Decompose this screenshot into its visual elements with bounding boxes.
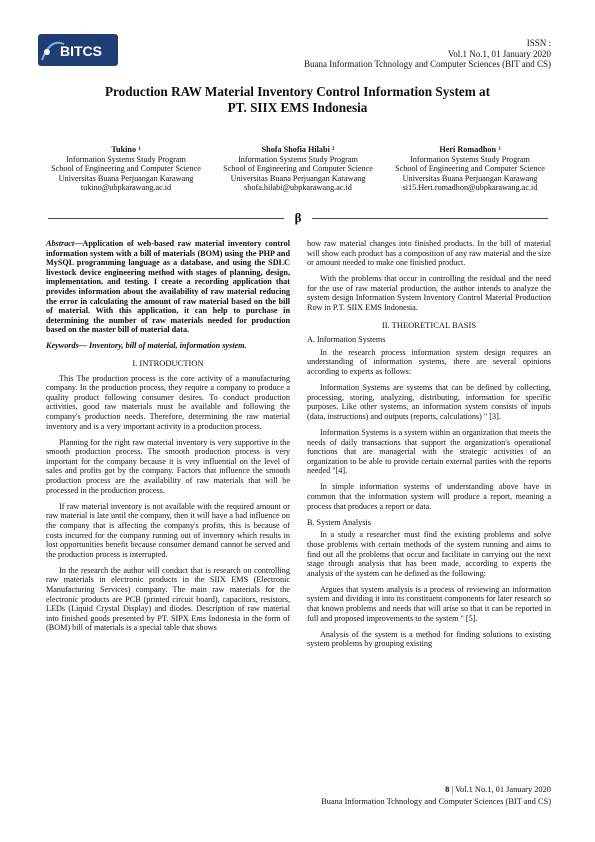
author-block-3 (380, 145, 560, 193)
author-email[interactable]: si15.Heri.romadhon@ubpkarawang.ac.id (402, 183, 538, 193)
footer-page-info (445, 784, 551, 795)
author-dept: Information Systems Study Program (238, 154, 358, 164)
footer-publisher: Buana Information Tchnology and Computer Sciences (BIT and CS) (321, 797, 551, 806)
subsection-information-systems-heading: A. Information Systems (307, 335, 386, 345)
abstract (46, 239, 290, 335)
beta-divider-icon: β (294, 210, 302, 225)
header-publisher: Buana Information Tchnology and Computer Sciences (BIT and CS) (304, 59, 551, 69)
author-univ: Universitas Buana Perjuangan Karawang (58, 173, 194, 183)
abstract-label: Abstract (46, 239, 75, 248)
paragraph: In simple information systems of understanding above have in common that the information system will produce a report, meaning a process that produces a report or data. (307, 482, 551, 511)
author-univ: Universitas Buana Perjuangan Karawang (230, 173, 366, 183)
paragraph: Argues that system analysis is a process of reviewing an information system and dividing it into its constituent components for later research so that known problems and needs that will arise so that it can be reported in full and proposed improvements to the system " [5]. (307, 584, 551, 623)
abstract-text: —Application of web-based raw material inventory control information system with a bill of materials (BOM) using the PHP and MySQL programming language as a database, and using the SDLC livestock device engineering method with stages of planning, design, implementation, and testing. I create a recording application that provides information about the availability of raw material reducing the error in calculating the amount of raw material based on the bill of material. With this application, it can help to purchase in determining the number of raw materials needed for production based on the master bill of material data. (46, 239, 290, 335)
paragraph: In the research process information system design requires an understanding of information systems, there are several opinions according to experts as follows: (307, 347, 551, 377)
title-line-2: PT. SIIX EMS Indonesia (227, 100, 368, 115)
bitcs-logo-icon (38, 34, 118, 66)
paragraph: In a study a researcher must find the existing problems and solve those problems with certain methods of the system running and aims to find out all the problems that occur and facilitate in carrying out the next stage through analysis that has been made, according to experts the analysis of the system can be defined as the following: (307, 530, 551, 578)
divider-right (312, 218, 548, 219)
author-school: School of Engineering and Computer Science (223, 164, 373, 174)
keywords: Keywords— Inventory, bill of material, information system. (46, 341, 247, 351)
author-dept: Information Systems Study Program (410, 154, 530, 164)
paragraph: This The production process is the core activity of a manufacturing company. In the production process, they require a company to produce a quality product following consumer desires. To conduct production activities, good raw materials must be available and following the company's production needs. Therefore, determining the raw material inventory and is a very important activity in a production process. (46, 373, 290, 431)
logo-text: BITCS (60, 43, 102, 59)
author-name: Heri Romadhon $^3$ (439, 145, 501, 154)
author-block-1 (36, 145, 216, 193)
paragraph: In the research the author will conduct that is research on controlling raw materials in electronic products in the SIIX EMS (Electronic Manufacturing Services) company. The main raw materials for the electronic products are PCB (printed circuit board), capacitors, resistors, LEDs (Liquid Crystal Display) and diodes. Description of raw material into finished goods presented by PT. SIPX Ems Indonesia in the form of (BOM) bill of materials is a special table that shows (46, 565, 290, 633)
author-school: School of Engineering and Computer Science (51, 164, 201, 174)
author-dept: Information Systems Study Program (66, 154, 186, 164)
paragraph: Information Systems is a system within an organization that meets the needs of daily transactions that support the organization's operational functions that are managerial with the strategic activities of an organization to be able to provide certain external parties with the reports needed "[4]. (307, 428, 551, 476)
author-univ: Universitas Buana Perjuangan Karawang (402, 173, 538, 183)
paragraph: Planning for the right raw material inventory is very supportive in the smooth production process. The smooth production process is very important for the company because it is very influential on the level of sales and profits got by the company. Factors that influence the smooth production process are the availability of raw materials that will be processed in the production process. (46, 437, 290, 495)
title-line-1: Production RAW Material Inventory Control Information System at (105, 84, 490, 99)
header-volume: Vol.1 No.1, 01 January 2020 (447, 49, 551, 59)
section-theoretical-basis-heading: II. THEORETICAL BASIS (381, 319, 477, 330)
author-name: Tukino $^1$ (111, 145, 141, 154)
left-column (46, 239, 290, 639)
journal-logo (38, 34, 118, 66)
paragraph: If raw material inventory is not available with the required amount or raw material is late until the company, then it will have a bad influence on the company that is affecting the company's profits, this is because of costs incurred for the company running out of inventory which results in lost opportunities benefit because consumer demand cannot be served and the production process is interrupted. (46, 501, 290, 559)
paragraph: how raw material changes into finished products. In the bill of material will show each product has a composition of any raw material and the size or amount needed to make one finished product. (307, 239, 551, 268)
author-block-2 (208, 145, 388, 193)
author-email[interactable]: shofa.hilabi@ubpkarawang.ac.id (244, 183, 352, 193)
page-number: 8 (445, 785, 450, 794)
section-introduction-heading: I. INTRODUCTION (132, 358, 204, 369)
paragraph: Analysis of the system is a method for finding solutions to existing system problems by grouping existing (307, 629, 551, 649)
issn-label: ISSN : (526, 38, 551, 48)
author-school: School of Engineering and Computer Science (395, 164, 545, 174)
author-name: Shofa Shofia Hilabi $^2$ (261, 145, 335, 154)
paragraph: Information Systems are systems that can be defined by collecting, processing, storing, analyzing, distributing, information for specific purposes. Like other systems, an information system consists of inputs (data, instructions) and outputs (reports, calculations) " [3]. (307, 383, 551, 421)
subsection-system-analysis-heading: B. System Analysis (307, 517, 371, 527)
right-column (307, 239, 551, 655)
author-email[interactable]: tukino@ubpkarawang.ac.id (80, 183, 172, 193)
footer-volume: | Vol.1 No.1, 01 January 2020 (451, 785, 551, 794)
paragraph: With the problems that occur in controlling the residual and the need for the use of raw material production, the author intends to analyze the system design Information System Inventory Control Material Production Row in P.T. SIIX EMS Indonesia. (307, 274, 551, 313)
divider-left (48, 218, 284, 219)
paper-title (40, 84, 555, 116)
